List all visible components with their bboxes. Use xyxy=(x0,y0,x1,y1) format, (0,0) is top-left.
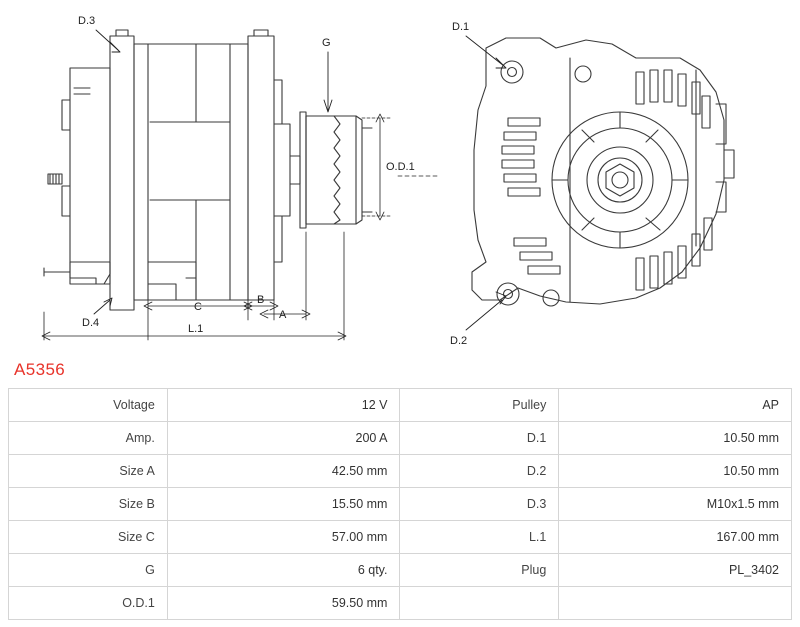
spec-label-empty xyxy=(400,587,559,620)
spec-label-size-c: Size C xyxy=(9,521,168,554)
table-row xyxy=(9,488,792,521)
table-row xyxy=(9,422,792,455)
dimension-c: C xyxy=(194,301,202,313)
dimension-l1: L.1 xyxy=(188,323,204,335)
part-number: A5356 xyxy=(14,360,66,379)
spec-value-size-c: 57.00 mm xyxy=(167,521,400,554)
spec-value-d3: M10x1.5 mm xyxy=(559,488,792,521)
spec-label-d3: D.3 xyxy=(400,488,559,521)
table-row xyxy=(9,587,792,620)
spec-value-voltage: 12 V xyxy=(167,389,400,422)
spec-label-pulley: Pulley xyxy=(400,389,559,422)
table-row xyxy=(9,521,792,554)
spec-label-d2: D.2 xyxy=(400,455,559,488)
spec-label-amp: Amp. xyxy=(9,422,168,455)
callout-d3: D.3 xyxy=(78,15,96,27)
spec-value-d2: 10.50 mm xyxy=(559,455,792,488)
callout-g: G xyxy=(322,37,331,49)
table-row xyxy=(9,389,792,422)
spec-label-voltage: Voltage xyxy=(9,389,168,422)
callout-d2: D.2 xyxy=(450,335,468,347)
spec-value-amp: 200 A xyxy=(167,422,400,455)
spec-value-pulley: AP xyxy=(559,389,792,422)
callout-d4: D.4 xyxy=(82,317,100,329)
spec-value-od1: 59.50 mm xyxy=(167,587,400,620)
specifications-table xyxy=(8,388,792,620)
spec-label-d1: D.1 xyxy=(400,422,559,455)
spec-value-size-a: 42.50 mm xyxy=(167,455,400,488)
spec-label-l1: L.1 xyxy=(400,521,559,554)
spec-table-body xyxy=(9,389,792,620)
spec-value-l1: 167.00 mm xyxy=(559,521,792,554)
spec-label-size-b: Size B xyxy=(9,488,168,521)
table-row xyxy=(9,455,792,488)
dimension-a: A xyxy=(279,309,287,321)
spec-value-plug: PL_3402 xyxy=(559,554,792,587)
table-row xyxy=(9,554,792,587)
spec-value-empty xyxy=(559,587,792,620)
spec-label-od1: O.D.1 xyxy=(9,587,168,620)
spec-label-plug: Plug xyxy=(400,554,559,587)
dimension-b: B xyxy=(257,294,265,306)
spec-label-size-a: Size A xyxy=(9,455,168,488)
spec-value-d1: 10.50 mm xyxy=(559,422,792,455)
spec-label-g: G xyxy=(9,554,168,587)
callout-d1: D.1 xyxy=(452,21,470,33)
spec-value-g: 6 qty. xyxy=(167,554,400,587)
callout-od1: O.D.1 xyxy=(386,161,415,173)
spec-value-size-b: 15.50 mm xyxy=(167,488,400,521)
